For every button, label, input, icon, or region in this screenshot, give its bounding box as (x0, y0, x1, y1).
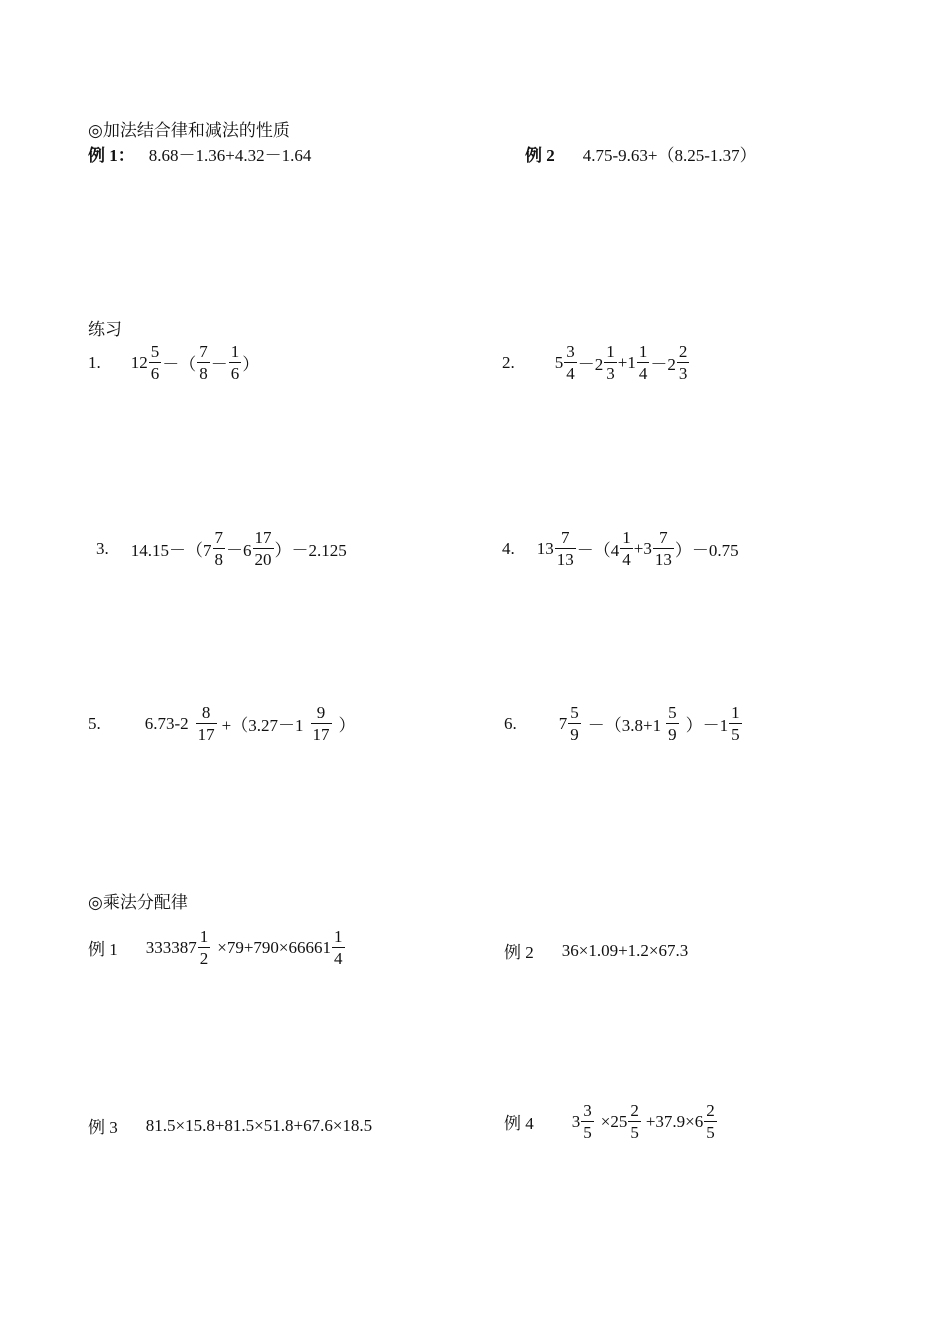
example-label: 例 3 (88, 1118, 118, 1137)
operator-text: －2 (650, 355, 676, 374)
fraction: $\frac{9}{17}$ (312, 703, 330, 744)
operator-text: －（ (162, 355, 197, 374)
fraction: $\frac{2}{3}$ (678, 342, 688, 383)
operator-text: 14.15－（7 (130, 541, 212, 560)
section-heading-multiplication: ◎乘法分配律 (88, 893, 188, 912)
practice-problem-5 (88, 704, 356, 743)
operator-text: ×79+790×66661 (217, 937, 332, 957)
whole-number: 12 (130, 352, 148, 372)
fraction: $\frac{3}{4}$ (566, 342, 575, 383)
example-3-multiplication (88, 1113, 372, 1138)
problem-number: 4. (502, 538, 515, 558)
example-4-multiplication (504, 1102, 718, 1141)
example-2-multiplication (504, 938, 688, 963)
fraction: $\frac{5}{9}$ (668, 703, 677, 744)
example-1-addition (88, 141, 311, 166)
practice-heading: 练习 (88, 320, 122, 339)
example-label: 例 4 (504, 1114, 534, 1133)
problem-number: 5. (88, 713, 101, 733)
fraction: $\frac{5}{6}$ (150, 342, 160, 383)
fraction: $\frac{1}{4}$ (622, 528, 631, 569)
example-label: 例 1 (88, 940, 118, 959)
fraction: $\frac{8}{17}$ (197, 703, 215, 744)
operator-text: +3 (633, 538, 652, 558)
example-label: 例 2 (525, 146, 555, 165)
example-label: 例 1 (88, 146, 118, 165)
operator-text: ×25 (600, 1111, 628, 1131)
fraction: $\frac{1}{3}$ (606, 342, 615, 383)
operator-text: ）－2.125 (274, 541, 347, 560)
fraction: $\frac{7}{13}$ (654, 528, 672, 569)
problem-number: 3. (96, 538, 109, 558)
operator-text: ）－1 (685, 716, 729, 735)
fraction: $\frac{7}{13}$ (556, 528, 574, 569)
whole-number: 7 (558, 713, 568, 733)
practice-problem-4 (502, 529, 739, 568)
fraction: $\frac{1}{6}$ (230, 342, 240, 383)
fraction: $\frac{1}{4}$ (334, 927, 343, 968)
example-expression: 4.75-9.63+（8.25-1.37） (582, 146, 757, 165)
fraction: $\frac{2}{5}$ (630, 1101, 639, 1142)
operator-text: －（4 (576, 541, 620, 560)
whole-number: 3 (571, 1111, 581, 1131)
practice-problem-2 (502, 343, 690, 382)
example-1-multiplication (88, 928, 346, 967)
example-expression: 8.68－1.36+4.32－1.64 (148, 146, 312, 165)
problem-number: 1. (88, 352, 101, 372)
section-heading-addition: ◎加法结合律和减法的性质 (88, 121, 290, 140)
operator-text: －（3.8+1 (587, 716, 662, 735)
example-expression: 36×1.09+1.2×67.3 (561, 940, 689, 960)
fraction: $\frac{1}{4}$ (638, 342, 648, 383)
example-colon: ： (117, 146, 135, 165)
fraction: $\frac{2}{5}$ (706, 1101, 715, 1142)
operator-text: 333387 (145, 937, 197, 957)
fraction: $\frac{7}{8}$ (214, 528, 223, 569)
operator-text: +1 (617, 352, 636, 372)
example-label: 例 2 (504, 943, 534, 962)
operator-text: －6 (226, 541, 252, 560)
problem-number: 2. (502, 352, 515, 372)
practice-problem-3 (96, 529, 347, 568)
example-2-addition (525, 141, 757, 166)
operator-text: ） (338, 716, 356, 735)
operator-text: ）－0.75 (674, 541, 739, 560)
example-expression: 81.5×15.8+81.5×51.8+67.6×18.5 (145, 1115, 373, 1135)
fraction: $\frac{3}{5}$ (583, 1101, 592, 1142)
operator-text: +37.9×6 (645, 1111, 704, 1131)
fraction: $\frac{1}{5}$ (731, 703, 740, 744)
practice-problem-1 (88, 343, 259, 382)
operator-text: － (210, 355, 228, 374)
problem-number: 6. (504, 713, 517, 733)
practice-problem-6 (504, 704, 743, 743)
fraction: $\frac{7}{8}$ (199, 342, 208, 383)
whole-number: 13 (536, 538, 554, 558)
operator-text: 6.73-2 (144, 713, 189, 733)
fraction: $\frac{5}{9}$ (570, 703, 579, 744)
whole-number: 5 (554, 352, 564, 372)
operator-text: －2 (577, 355, 604, 374)
operator-text: ） (242, 355, 260, 374)
operator-text: +（3.27－1 (221, 716, 304, 735)
fraction: $\frac{1}{2}$ (199, 927, 209, 968)
fraction: $\frac{17}{20}$ (254, 528, 272, 569)
